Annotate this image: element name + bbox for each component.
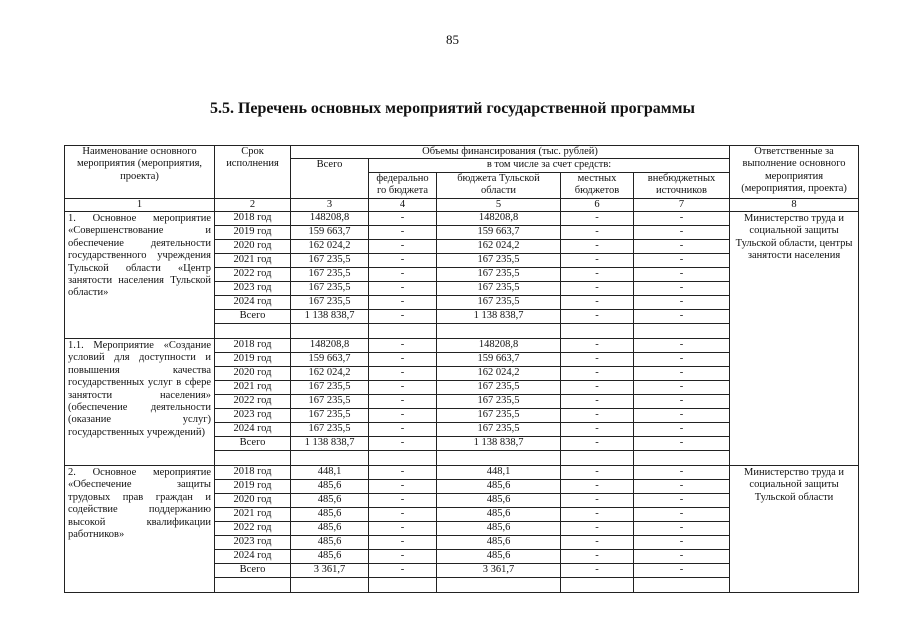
column-numbers-row [65, 198, 859, 211]
offbudget-cell: - [634, 226, 730, 240]
federal-cell: - [369, 367, 437, 381]
offbudget-cell: - [634, 564, 730, 578]
offbudget-cell: - [634, 212, 730, 226]
offbudget-cell: - [634, 494, 730, 508]
year-cell: 2022 год [215, 395, 291, 409]
year-cell: 2020 год [215, 494, 291, 508]
regional-cell: 3 361,7 [437, 564, 561, 578]
total-cell: 167 235,5 [291, 296, 369, 310]
year-cell: Всего [215, 437, 291, 451]
empty-cell [291, 578, 369, 593]
empty-cell [215, 451, 291, 466]
year-cell: 2020 год [215, 367, 291, 381]
empty-cell [561, 578, 634, 593]
table-row [65, 466, 859, 480]
federal-cell: - [369, 466, 437, 480]
regional-cell: 167 235,5 [437, 409, 561, 423]
column-number: 3 [291, 198, 369, 211]
local-cell: - [561, 282, 634, 296]
year-cell: 2018 год [215, 212, 291, 226]
regional-cell: 162 024,2 [437, 367, 561, 381]
total-cell: 159 663,7 [291, 353, 369, 367]
empty-cell [369, 451, 437, 466]
offbudget-cell: - [634, 395, 730, 409]
empty-cell [634, 578, 730, 593]
empty-cell [215, 578, 291, 593]
offbudget-cell: - [634, 522, 730, 536]
federal-cell: - [369, 339, 437, 353]
local-cell: - [561, 508, 634, 522]
column-number: 6 [561, 198, 634, 211]
total-cell: 1 138 838,7 [291, 437, 369, 451]
regional-cell: 159 663,7 [437, 353, 561, 367]
year-cell: 2023 год [215, 536, 291, 550]
federal-cell: - [369, 409, 437, 423]
local-cell: - [561, 480, 634, 494]
activity-name: 1. Основное мероприятие «Совершенствование и обеспечение деятельности государственного учреждения Тульской области «Центр занятости населения Тульской области» [65, 212, 215, 339]
local-cell: - [561, 268, 634, 282]
total-cell: 485,6 [291, 480, 369, 494]
total-cell: 148208,8 [291, 212, 369, 226]
column-number: 1 [65, 198, 215, 211]
federal-cell: - [369, 282, 437, 296]
column-number: 5 [437, 198, 561, 211]
header-responsible: Ответственные за выполнение основного мероприятия (мероприятия, проекта) [730, 146, 859, 199]
empty-cell [634, 451, 730, 466]
year-cell: 2020 год [215, 240, 291, 254]
regional-cell: 167 235,5 [437, 423, 561, 437]
offbudget-cell: - [634, 240, 730, 254]
offbudget-cell: - [634, 254, 730, 268]
local-cell: - [561, 437, 634, 451]
responsible-executor: Министерство труда и социальной защиты Тульской области, центры занятости населения [730, 212, 859, 466]
offbudget-cell: - [634, 550, 730, 564]
total-cell: 485,6 [291, 508, 369, 522]
activity-name: 1.1. Мероприятие «Создание условий для доступности и повышения качества государственных услуг в сфере занятости населения» (обеспечение деятельности (оказание услуг) государственных учреждений) [65, 339, 215, 466]
total-cell: 159 663,7 [291, 226, 369, 240]
regional-cell: 159 663,7 [437, 226, 561, 240]
empty-cell [561, 324, 634, 339]
regional-cell: 167 235,5 [437, 381, 561, 395]
activities-table [64, 145, 859, 593]
year-cell: 2024 год [215, 550, 291, 564]
total-cell: 3 361,7 [291, 564, 369, 578]
local-cell: - [561, 564, 634, 578]
local-cell: - [561, 254, 634, 268]
column-number: 7 [634, 198, 730, 211]
total-cell: 485,6 [291, 522, 369, 536]
total-cell: 167 235,5 [291, 268, 369, 282]
total-cell: 148208,8 [291, 339, 369, 353]
regional-cell: 167 235,5 [437, 268, 561, 282]
local-cell: - [561, 367, 634, 381]
total-cell: 167 235,5 [291, 254, 369, 268]
year-cell: 2021 год [215, 254, 291, 268]
offbudget-cell: - [634, 282, 730, 296]
total-cell: 485,6 [291, 536, 369, 550]
year-cell: 2021 год [215, 508, 291, 522]
column-number: 2 [215, 198, 291, 211]
regional-cell: 1 138 838,7 [437, 437, 561, 451]
header-total: Всего [291, 159, 369, 198]
regional-cell: 485,6 [437, 536, 561, 550]
year-cell: 2023 год [215, 282, 291, 296]
local-cell: - [561, 339, 634, 353]
federal-cell: - [369, 240, 437, 254]
regional-cell: 162 024,2 [437, 240, 561, 254]
federal-cell: - [369, 480, 437, 494]
federal-cell: - [369, 395, 437, 409]
section-title: 5.5. Перечень основных мероприятий государственной программы [209, 100, 696, 117]
local-cell: - [561, 409, 634, 423]
federal-cell: - [369, 437, 437, 451]
regional-cell: 167 235,5 [437, 254, 561, 268]
offbudget-cell: - [634, 536, 730, 550]
total-cell: 162 024,2 [291, 240, 369, 254]
header-name: Наименование основного мероприятия (мероприятия, проекта) [65, 146, 215, 199]
regional-cell: 148208,8 [437, 339, 561, 353]
year-cell: 2024 год [215, 296, 291, 310]
year-cell: Всего [215, 310, 291, 324]
regional-cell: 1 138 838,7 [437, 310, 561, 324]
regional-cell: 167 235,5 [437, 395, 561, 409]
header-local: местных бюджетов [561, 172, 634, 198]
year-cell: 2019 год [215, 226, 291, 240]
local-cell: - [561, 522, 634, 536]
year-cell: 2019 год [215, 353, 291, 367]
regional-cell: 485,6 [437, 480, 561, 494]
year-cell: 2018 год [215, 466, 291, 480]
empty-cell [437, 451, 561, 466]
regional-cell: 485,6 [437, 550, 561, 564]
empty-cell [369, 324, 437, 339]
header-term: Срок исполнения [215, 146, 291, 199]
offbudget-cell: - [634, 466, 730, 480]
total-cell: 162 024,2 [291, 367, 369, 381]
offbudget-cell: - [634, 423, 730, 437]
local-cell: - [561, 226, 634, 240]
local-cell: - [561, 212, 634, 226]
regional-cell: 485,6 [437, 522, 561, 536]
total-cell: 167 235,5 [291, 381, 369, 395]
local-cell: - [561, 353, 634, 367]
local-cell: - [561, 423, 634, 437]
year-cell: 2021 год [215, 381, 291, 395]
activity-name: 2. Основное мероприятие «Обеспечение защиты трудовых прав граждан и содействие поддержанию высокой квалификации работников» [65, 466, 215, 593]
header-including: в том числе за счет средств: [369, 159, 730, 172]
offbudget-cell: - [634, 480, 730, 494]
offbudget-cell: - [634, 268, 730, 282]
year-cell: 2018 год [215, 339, 291, 353]
offbudget-cell: - [634, 339, 730, 353]
total-cell: 167 235,5 [291, 282, 369, 296]
local-cell: - [561, 296, 634, 310]
federal-cell: - [369, 226, 437, 240]
year-cell: 2022 год [215, 268, 291, 282]
federal-cell: - [369, 310, 437, 324]
year-cell: 2023 год [215, 409, 291, 423]
empty-cell [437, 578, 561, 593]
year-cell: 2022 год [215, 522, 291, 536]
table-header [65, 146, 859, 212]
table-row [65, 212, 859, 226]
local-cell: - [561, 466, 634, 480]
federal-cell: - [369, 381, 437, 395]
offbudget-cell: - [634, 310, 730, 324]
page-number: 85 [446, 32, 459, 47]
federal-cell: - [369, 508, 437, 522]
local-cell: - [561, 395, 634, 409]
offbudget-cell: - [634, 296, 730, 310]
responsible-executor: Министерство труда и социальной защиты Тульской области [730, 466, 859, 593]
federal-cell: - [369, 550, 437, 564]
total-cell: 448,1 [291, 466, 369, 480]
empty-cell [561, 451, 634, 466]
empty-cell [369, 578, 437, 593]
empty-cell [437, 324, 561, 339]
regional-cell: 448,1 [437, 466, 561, 480]
empty-cell [634, 324, 730, 339]
federal-cell: - [369, 296, 437, 310]
offbudget-cell: - [634, 367, 730, 381]
offbudget-cell: - [634, 381, 730, 395]
offbudget-cell: - [634, 353, 730, 367]
federal-cell: - [369, 536, 437, 550]
regional-cell: 485,6 [437, 508, 561, 522]
federal-cell: - [369, 254, 437, 268]
offbudget-cell: - [634, 409, 730, 423]
federal-cell: - [369, 564, 437, 578]
header-offbudget: внебюджетных источников [634, 172, 730, 198]
regional-cell: 148208,8 [437, 212, 561, 226]
offbudget-cell: - [634, 508, 730, 522]
year-cell: Всего [215, 564, 291, 578]
local-cell: - [561, 536, 634, 550]
header-federal: федерально го бюджета [369, 172, 437, 198]
total-cell: 167 235,5 [291, 395, 369, 409]
regional-cell: 485,6 [437, 494, 561, 508]
header-volumes: Объемы финансирования (тыс. рублей) [291, 146, 730, 159]
federal-cell: - [369, 522, 437, 536]
federal-cell: - [369, 423, 437, 437]
column-number: 8 [730, 198, 859, 211]
empty-cell [215, 324, 291, 339]
total-cell: 485,6 [291, 494, 369, 508]
local-cell: - [561, 381, 634, 395]
total-cell: 167 235,5 [291, 423, 369, 437]
federal-cell: - [369, 268, 437, 282]
federal-cell: - [369, 494, 437, 508]
offbudget-cell: - [634, 437, 730, 451]
regional-cell: 167 235,5 [437, 282, 561, 296]
total-cell: 485,6 [291, 550, 369, 564]
empty-cell [291, 451, 369, 466]
column-number: 4 [369, 198, 437, 211]
total-cell: 167 235,5 [291, 409, 369, 423]
local-cell: - [561, 550, 634, 564]
year-cell: 2024 год [215, 423, 291, 437]
header-regional: бюджета Тульской области [437, 172, 561, 198]
local-cell: - [561, 310, 634, 324]
local-cell: - [561, 240, 634, 254]
regional-cell: 167 235,5 [437, 296, 561, 310]
table-body [65, 212, 859, 593]
local-cell: - [561, 494, 634, 508]
empty-cell [291, 324, 369, 339]
federal-cell: - [369, 353, 437, 367]
federal-cell: - [369, 212, 437, 226]
total-cell: 1 138 838,7 [291, 310, 369, 324]
year-cell: 2019 год [215, 480, 291, 494]
